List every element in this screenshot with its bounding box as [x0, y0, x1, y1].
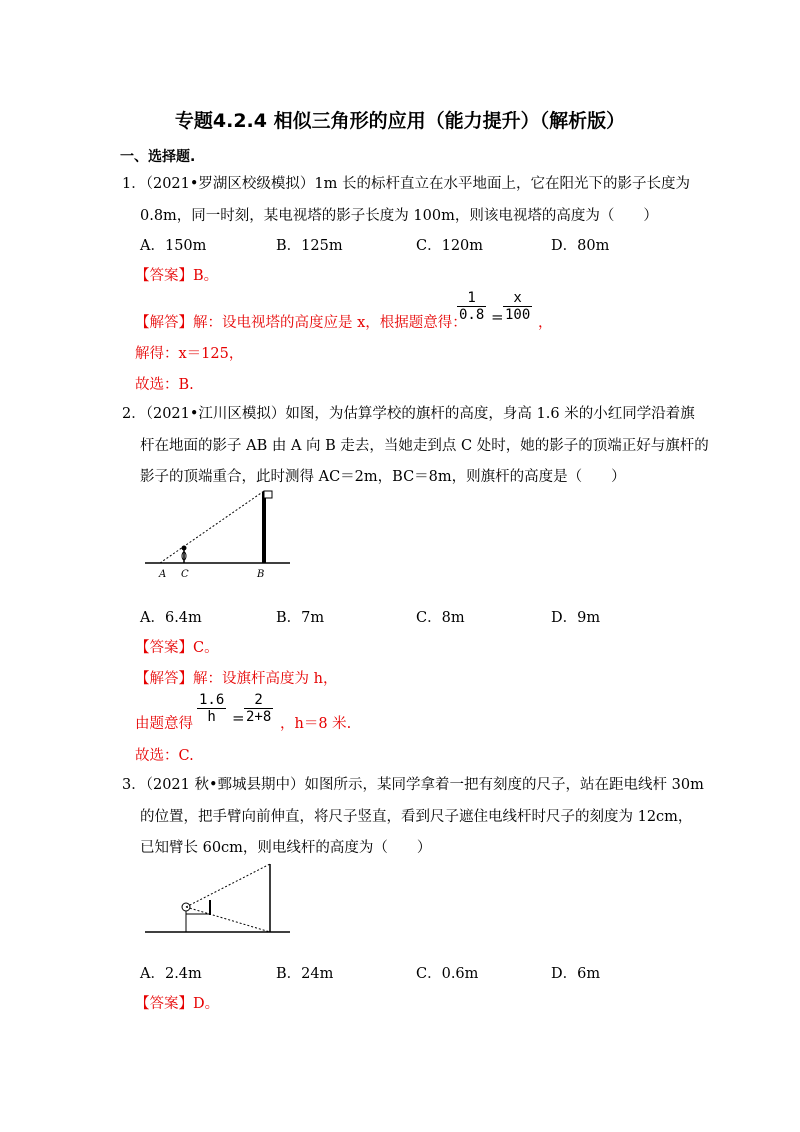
q2-frac2-denominator: 2+8	[246, 709, 272, 725]
q1-equals: =	[491, 308, 504, 326]
q2-option-d: D．9m	[551, 610, 601, 626]
q1-solve: 解得：x＝125，	[135, 346, 244, 362]
pole-figure	[140, 860, 290, 940]
q3-option-b: B．24m	[276, 966, 334, 982]
q2-option-a: A．6.4m	[140, 610, 202, 626]
q3-text-line3: 已知臂长 60cm，则电线杆的高度为（ ）	[140, 840, 432, 856]
q1-analysis: 【解答】解：设电视塔的高度应是 x，根据题意得：	[135, 315, 467, 331]
q2-text-line3: 影子的顶端重合，此时测得 AC＝2m，BC＝8m，则旗杆的高度是（ ）	[140, 469, 626, 485]
q1-frac2-numerator: x	[513, 290, 522, 306]
q2-fraction-1	[197, 692, 226, 725]
q1-choose: 故选：B.	[135, 377, 194, 393]
q2-text-line1: 2．（2021•江川区模拟）如图，为估算学校的旗杆的高度，身高 1.6 米的小红同学沿着旗	[122, 406, 695, 422]
q1-answer: 【答案】B。	[135, 268, 219, 284]
q2-frac1-numerator: 1.6	[199, 692, 225, 708]
q1-option-b: B．125m	[276, 238, 343, 254]
section-heading: 一、选择题.	[120, 149, 196, 165]
q3-option-c: C．0.6m	[416, 966, 479, 982]
q2-analysis: 【解答】解：设旗杆高度为 h，	[135, 671, 338, 687]
q2-choose: 故选：C.	[135, 748, 194, 764]
page-title: 专题4.2.4 相似三角形的应用（能力提升）（解析版）	[174, 110, 626, 132]
q3-option-a: A．2.4m	[140, 966, 202, 982]
q2-frac1-denominator: h	[207, 709, 216, 725]
q1-frac2-denominator: 100	[505, 307, 531, 323]
q1-fraction-1	[457, 290, 486, 323]
q3-answer: 【答案】D。	[135, 996, 220, 1012]
q2-option-c: C．8m	[416, 610, 465, 626]
fig-label-c: C	[181, 569, 189, 578]
q1-option-d: D．80m	[551, 238, 610, 254]
q2-equals: =	[232, 709, 245, 727]
q2-answer: 【答案】C。	[135, 640, 219, 656]
q1-analysis-tail: ，	[538, 315, 553, 331]
q2-text-line2: 杆在地面的影子 AB 由 A 向 B 走去，当她走到点 C 处时，她的影子的顶端正好与旗杆的	[140, 438, 709, 454]
q3-text-line1: 3．（2021 秋•鄄城县期中）如图所示，某同学拿着一把有刻度的尺子，站在距电线杆 30m	[122, 777, 704, 793]
q3-text-line2: 的位置，把手臂向前伸直，将尺子竖直，看到尺子遮住电线杆时尺子的刻度为 12cm，	[140, 809, 693, 825]
q1-text-line2: 0.8m，同一时刻，某电视塔的影子长度为 100m，则该电视塔的高度为（ ）	[140, 208, 658, 224]
q3-option-d: D．6m	[551, 966, 601, 982]
q2-frac2-numerator: 2	[254, 692, 263, 708]
q1-option-c: C．120m	[416, 238, 484, 254]
q1-text-line1: 1．（2021•罗湖区校级模拟）1m 长的标杆直立在水平地面上，它在阳光下的影子长度为	[122, 176, 691, 192]
q1-fraction-2	[503, 290, 532, 323]
q2-option-b: B．7m	[276, 610, 325, 626]
flagpole-figure	[140, 486, 290, 578]
q1-frac1-denominator: 0.8	[459, 307, 485, 323]
q2-prefix: 由题意得	[135, 716, 193, 732]
fig-label-a: A	[159, 569, 167, 578]
q2-analysis-tail: ，h＝8 米.	[280, 716, 352, 732]
q1-frac1-numerator: 1	[467, 290, 476, 306]
fig-label-b: B	[257, 569, 265, 578]
q2-fraction-2	[244, 692, 273, 725]
q1-option-a: A．150m	[140, 238, 207, 254]
